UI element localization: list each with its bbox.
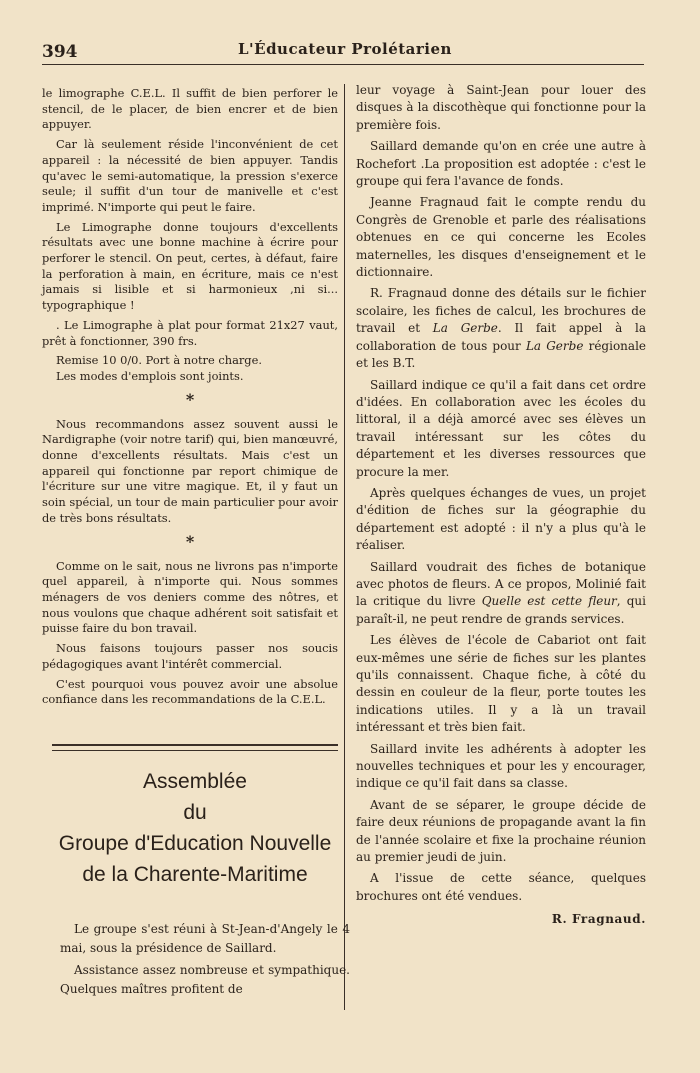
paragraph: Le Limographe donne toujours d'excellents résultats avec une bonne machine à écrire pour perforer le stencil. On peut, certes, à défaut, faire la perforation à main, en écriture, mais ce n'est jamais si lisible et si harmonieux ,ni si... typographique ! [42, 219, 338, 313]
text: Saillard voudrait des fiches de botanique avec photos de fleurs. A ce propos, Molinié fait la critique du livre [356, 559, 646, 609]
signature: R. Fragnaud. [551, 912, 646, 927]
running-title: L'Éducateur Prolétarien [238, 40, 452, 58]
text: , qui paraît-il, ne peut rendre de grands services. [356, 594, 646, 626]
text: régionale et les B.T. [356, 338, 647, 371]
paragraph: . Le Limographe à plat pour format 21x27 vaut, prêt à fonctionner, 390 frs. [42, 317, 338, 348]
paragraph: A l'issue de cette séance, quelques brochures ont été vendues. [356, 871, 646, 903]
section-divider [52, 744, 338, 751]
book-title: Quelle est cette fleur [481, 594, 617, 609]
paragraph: Saillard invite les adhérents à adopter les nouvelles techniques et pour les y encourager, indique ce qu'il fait dans sa classe. [356, 741, 646, 791]
paragraph: Jeanne Fragnaud fait le compte rendu du Congrès de Grenoble et parle des réalisations obtenues en ce qui concerne les Ecoles maternelles, les disques d'enseignement et le dictionnaire. [356, 195, 646, 280]
page-number: 394 [42, 42, 78, 62]
section-body [60, 920, 350, 1002]
paragraph: Le groupe s'est réuni à St-Jean-d'Angely le 4 mai, sous la présidence de Saillard. [60, 922, 350, 955]
paragraph: Remise 10 0/0. Port à notre charge. [56, 353, 262, 368]
paragraph: C'est pourquoi vous pouvez avoir une absolue confiance dans les recommandations de la C.E.L. [42, 676, 338, 707]
paragraph: Avant de se séparer, le groupe décide de faire deux réunions de propagande avant la fin de l'année scolaire et fixe la prochaine réunion au premier jeudi de juin. [356, 797, 646, 865]
section-star: * [185, 531, 195, 551]
paragraph: Nous recommandons assez souvent aussi le Nardigraphe (voir notre tarif) qui, bien manœuvré, donne d'excellents résultats. Mais c'est un appareil qui fonctionne par report chimique de l'écriture sur une vitre magique. Et, il y faut un soin spécial, un tour de main particulier pour avoir de très bons résultats. [42, 416, 338, 525]
section-star: * [185, 389, 195, 409]
journal-title: La Gerbe [525, 338, 584, 353]
paragraph: Les élèves de l'école de Cabariot ont fait eux-mêmes une série de fiches sur les plantes qu'ils connaissent. Chaque fiche, à côté du dessin en couleur de la fleur, porte toutes les indications utiles. Il y a là un travail intéressant et très bien fait. [356, 633, 646, 735]
journal-title: La Gerbe [432, 321, 498, 336]
title-line: de la Charente-Maritime [82, 863, 308, 886]
paragraph: Nous faisons toujours passer nos soucis pédagogiques avant l'intérêt commercial. [42, 641, 338, 671]
title-line: du [183, 801, 207, 824]
text: R. Fragnaud donne des détails sur le fichier scolaire, les fiches de calcul, les brochures de travail et [356, 286, 646, 336]
paragraph: Car là seulement réside l'inconvénient de cet appareil : la nécessité de bien appuyer. Tandis qu'avec le semi-automatique, la pression s'exerce seule; il suffit d'un tour de manivelle et c'est imprimé. N'importe qui peut le faire. [42, 137, 338, 214]
right-column [356, 82, 646, 933]
text: . Il fait appel à la collaboration de tous pour [356, 321, 646, 353]
paragraph: le limographe C.E.L. Il suffit de bien perforer le stencil, de le placer, de bien encrer et de bien appuyer. [42, 86, 338, 132]
paragraph [356, 559, 646, 629]
page-header [42, 38, 644, 68]
title-line: Groupe d'Education Nouvelle [58, 832, 332, 855]
left-column [42, 86, 338, 712]
paragraph: Comme on le sait, nous ne livrons pas n'importe quel appareil, à n'importe qui. Nous sommes ménagers de vos deniers comme des nôtres, et nous voulons que chaque adhérent soit satisfait et puisse faire du bon travail. [42, 558, 338, 636]
paragraph: Assistance assez nombreuse et sympathique. Quelques maîtres profitent de [60, 963, 350, 996]
paragraph: leur voyage à Saint-Jean pour louer des disques à la discothèque qui fonctionne pour la première fois. [356, 83, 646, 132]
header-rule [42, 64, 644, 65]
paragraph: Saillard indique ce qu'il a fait dans cet ordre d'idées. En collaboration avec les écoles du littoral, il a déjà amorcé avec ses élèves un travail intéressant sur les côtes du département et les diverses ressources que procure la mer. [356, 377, 646, 479]
paragraph: Saillard demande qu'on en crée une autre à Rochefort .La proposition est adoptée : c'est le groupe qui fera l'avance de fonds. [356, 139, 646, 189]
title-line: Assemblée [143, 770, 247, 793]
paragraph: Après quelques échanges de vues, un projet d'édition de fiches sur la géographie du département est adopté : il n'y a plus qu'à le réaliser. [356, 485, 646, 553]
section-title [42, 766, 348, 890]
paragraph: Les modes d'emplois sont joints. [56, 368, 244, 383]
paragraph [356, 285, 646, 372]
